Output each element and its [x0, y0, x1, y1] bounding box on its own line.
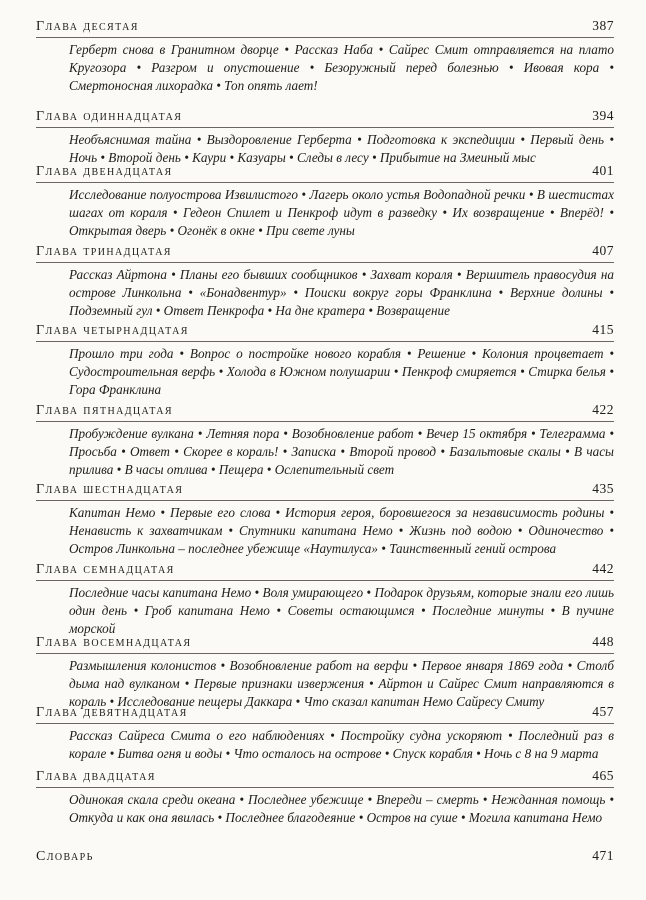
chapter-summary: Необъяснимая тайна • Выздоровление Герберта • Подготовка к экспедиции • Первый день • Ночь • Второй день • Каури • Казуары • Следы в лесу • Прибытие на Змеиный мыс [69, 132, 614, 165]
chapter-heading [36, 634, 614, 654]
toc-entry [36, 18, 614, 108]
chapter-summary: Капитан Немо • Первые его слова • История героя, боровшегося за независимость родины • Ненависть к захватчикам • Спутники капитана Немо • Жизнь под водою • Одиночество • Остров Линкольна – последнее убежище «Наутилуса» • Таинственный гений острова [69, 505, 614, 556]
chapter-summary: Прошло три года • Вопрос о постройке нового корабля • Решение • Колония процветает • Судостроительная верфь • Холода в Южном полушарии • Пенкроф смиряется • Стирка белья • Гора Франклина [69, 346, 614, 397]
glossary-heading [36, 848, 614, 867]
chapter-heading [36, 243, 614, 263]
chapter-title: Глава десятая [36, 19, 139, 34]
toc-entry [36, 108, 614, 163]
toc-entry [36, 322, 614, 402]
chapter-heading [36, 322, 614, 342]
chapter-heading [36, 402, 614, 422]
page-number: 401 [592, 163, 614, 178]
page-number: 442 [592, 561, 614, 576]
toc-entry [36, 481, 614, 561]
page-number: 394 [592, 108, 614, 123]
toc-entry [36, 561, 614, 634]
toc-entry [36, 704, 614, 768]
chapter-title: Глава двадцатая [36, 769, 156, 784]
chapter-title: Глава семнадцатая [36, 562, 175, 577]
chapter-summary: Одинокая скала среди океана • Последнее убежище • Впереди – смерть • Нежданная помощь • Откуда и как она явилась • Последнее благодеяние • Остров на суше • Могила капитана Немо [69, 792, 614, 825]
chapter-heading [36, 481, 614, 501]
chapter-heading [36, 768, 614, 788]
chapter-summary: Рассказ Айртона • Планы его бывших сообщников • Захват кораля • Вершитель правосудия на острове Линкольна • «Бонадвентур» • Поиски вокруг горы Франклина • Верхние долины • Подземный гул • Ответ Пенкрофа • На дне кратера • Возвращение [69, 267, 614, 318]
toc-entry-glossary [36, 848, 614, 867]
chapter-title: Глава тринадцатая [36, 244, 172, 259]
page-number: 448 [592, 634, 614, 649]
toc-entry [36, 768, 614, 848]
chapter-summary: Рассказ Сайреса Смита о его наблюдениях • Постройку судна ускоряют • Последний раз в корале • Битва огня и воды • Что осталось на острове • Спуск корабля • Ночь с 8 на 9 марта [69, 728, 614, 761]
toc-entry [36, 634, 614, 709]
chapter-heading [36, 108, 614, 128]
chapter-title: Глава одиннадцатая [36, 109, 183, 124]
glossary-title: Словарь [36, 849, 94, 864]
chapter-summary: Герберт снова в Гранитном дворце • Рассказ Наба • Сайрес Смит отправляется на плато Кругозора • Разгром и опустошение • Безоружный перед болезнью • Ивовая кора • Смертоносная лихорадка • Топ опять лает! [69, 42, 614, 93]
chapter-title: Глава восемнадцатая [36, 635, 192, 650]
toc-entry [36, 163, 614, 243]
toc-entry [36, 243, 614, 322]
chapter-title: Глава шестнадцатая [36, 482, 184, 497]
chapter-title: Глава пятнадцатая [36, 403, 173, 418]
chapter-title: Глава четырнадцатая [36, 323, 189, 338]
page-number: 457 [592, 704, 614, 719]
page-number: 387 [592, 18, 614, 33]
chapter-heading [36, 18, 614, 38]
toc-entry [36, 402, 614, 481]
page-number: 415 [592, 322, 614, 337]
chapter-title: Глава девятнадцатая [36, 705, 188, 720]
page-number: 435 [592, 481, 614, 496]
chapter-summary: Последние часы капитана Немо • Воля умирающего • Подарок друзьям, которые знали его лишь один день • Гроб капитана Немо • Советы остающимся • Последние минуты • В пучине морской [69, 585, 614, 636]
glossary-page-number: 471 [592, 848, 614, 863]
chapter-title: Глава двенадцатая [36, 164, 173, 179]
page-number: 407 [592, 243, 614, 258]
chapter-heading [36, 561, 614, 581]
chapter-summary: Исследование полуострова Извилистого • Лагерь около устья Водопадной речки • В шестистах шагах от кораля • Гедеон Спилет и Пенкроф идут в разведку • Их возвращение • Вперёд! • Открытая дверь • Огонёк в окне • При свете луны [69, 187, 614, 238]
chapter-summary: Пробуждение вулкана • Летняя пора • Возобновление работ • Вечер 15 октября • Телеграмма • Просьба • Ответ • Скорее в кораль! • Записка • Второй провод • Базальтовые скалы • В часы прилива • В часы отлива • Пещера • Ослепительный свет [69, 426, 614, 477]
table-of-contents [36, 18, 614, 867]
chapter-summary: Размышления колонистов • Возобновление работ на верфи • Первое января 1869 года • Столб дыма над вулканом • Первые признаки извержения • Айртон и Сайрес Смит направляются в кораль • Исследование пещеры Даккара • Что сказал капитан Немо Сайресу Смиту [69, 658, 614, 709]
page-number: 465 [592, 768, 614, 783]
page-number: 422 [592, 402, 614, 417]
